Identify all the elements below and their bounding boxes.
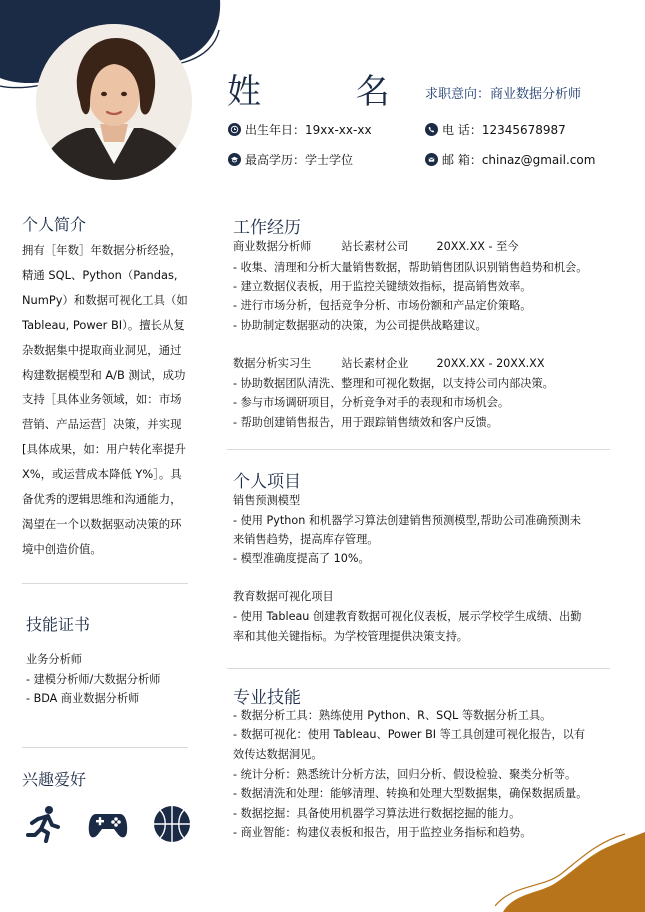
job-bullet: - 协助制定数据驱动的决策，为公司提供战略建议。 bbox=[233, 319, 487, 332]
job-intent: 求职意向：商业数据分析师 bbox=[425, 87, 582, 102]
phone-icon bbox=[425, 123, 438, 136]
skills-title: 专业技能 bbox=[233, 688, 301, 708]
divider bbox=[227, 449, 610, 450]
divider bbox=[22, 583, 188, 584]
skill-line: 效传达数据洞见。 bbox=[233, 748, 323, 761]
cert-item: - BDA 商业数据分析师 bbox=[26, 692, 140, 705]
decorative-blob-bottom-right bbox=[495, 832, 645, 912]
phone-info bbox=[425, 121, 566, 138]
profile-line: 杂数据集中提取商业洞见，通过 bbox=[22, 342, 182, 357]
job-2-header bbox=[233, 355, 545, 371]
profile-line: 精通 SQL、Python（Pandas, bbox=[22, 267, 178, 282]
profile-line: NumPy）和数据可视化工具（如 bbox=[22, 292, 188, 307]
graduation-cap-icon bbox=[228, 153, 241, 166]
job-bullet: - 建立数据仪表板，用于监控关键绩效指标，提高销售效率。 bbox=[233, 280, 532, 293]
work-title: 工作经历 bbox=[233, 218, 301, 238]
job-bullet: - 进行市场分析，包括竞争分析、市场份额和产品定价策略。 bbox=[233, 299, 532, 312]
job-company: 站长素材企业 bbox=[341, 357, 409, 370]
education-text: 最高学历：学士学位 bbox=[245, 153, 354, 167]
certs-title: 技能证书 bbox=[26, 615, 91, 634]
phone-text: 电 话：12345678987 bbox=[442, 123, 566, 137]
email-text: 邮 箱：chinaz@gmail.com bbox=[442, 153, 596, 167]
clock-icon bbox=[228, 123, 241, 136]
profile-line: 支持［具体业务领域，如：市场 bbox=[22, 392, 182, 407]
email-info bbox=[425, 151, 595, 168]
email-icon bbox=[425, 153, 438, 166]
project-line: 率和其他关键指标。为学校管理提供决策支持。 bbox=[233, 630, 468, 643]
cert-item: - 建模分析师/大数据分析师 bbox=[26, 672, 161, 686]
skill-line: - 数据清洗和处理：能够清理、转换和处理大型数据集，确保数据质量。 bbox=[233, 787, 588, 800]
profile-line: Tableau, Power BI）。擅长从复 bbox=[22, 317, 185, 332]
cert-item: 业务分析师 bbox=[26, 653, 82, 666]
candidate-name: 姓 名 bbox=[227, 72, 432, 112]
projects-title: 个人项目 bbox=[233, 472, 301, 492]
divider bbox=[227, 668, 610, 669]
job-company: 站长素材公司 bbox=[341, 240, 409, 253]
profile-line: [具体成果，如：用户转化率提升 bbox=[22, 442, 186, 457]
divider bbox=[22, 747, 188, 748]
project-line: 来销售趋势，提高库存管理。 bbox=[233, 533, 379, 546]
skill-line: - 统计分析：熟悉统计分析方法，回归分析、假设检验、聚类分析等。 bbox=[233, 768, 577, 781]
hobbies-title: 兴趣爱好 bbox=[22, 770, 87, 789]
profile-line: 渴望在一个以数据驱动决策的环 bbox=[22, 516, 182, 531]
job-role: 数据分析实习生 bbox=[233, 357, 312, 370]
profile-title: 个人简介 bbox=[22, 215, 87, 234]
basketball-icon bbox=[153, 805, 191, 843]
skill-line: - 数据分析工具：熟练使用 Python、R、SQL 等数据分析工具。 bbox=[233, 709, 552, 722]
job-period: 20XX.XX - 至今 bbox=[436, 240, 519, 253]
profile-line: 拥有［年数］年数据分析经验， bbox=[22, 243, 182, 257]
skill-line: - 商业智能：构建仪表板和报告，用于监控业务指标和趋势。 bbox=[233, 826, 532, 839]
job-period: 20XX.XX - 20XX.XX bbox=[436, 357, 545, 370]
education-info bbox=[228, 151, 353, 168]
certs-list bbox=[26, 650, 160, 709]
project-line: - 使用 Python 和机器学习算法创建销售预测模型,帮助公司准确预测未 bbox=[233, 514, 581, 527]
gamepad-icon bbox=[88, 810, 128, 840]
job-bullet: - 收集、清理和分析大量销售数据，帮助销售团队识别销售趋势和机会。 bbox=[233, 261, 588, 274]
profile-line: 备优秀的逻辑思维和沟通能力， bbox=[22, 492, 182, 507]
birth-text: 出生年日：19xx-xx-xx bbox=[245, 123, 372, 137]
birth-info bbox=[228, 121, 372, 138]
project-name: 教育数据可视化项目 bbox=[233, 590, 334, 603]
profile-paragraph bbox=[22, 238, 194, 562]
skill-line: - 数据可视化：使用 Tableau、Power BI 等工具创建可视化报告，以有 bbox=[233, 728, 586, 741]
running-icon bbox=[24, 805, 62, 843]
profile-line: 营销、产品运营］决策，并实现 bbox=[22, 417, 182, 432]
job-1-header bbox=[233, 238, 518, 254]
project-name: 销售预测模型 bbox=[233, 494, 301, 507]
job-role: 商业数据分析师 bbox=[233, 240, 312, 253]
profile-line: 境中创造价值。 bbox=[22, 541, 102, 556]
skill-line: - 数据挖掘：具备使用机器学习算法进行数据挖掘的能力。 bbox=[233, 807, 521, 820]
job-bullet: - 协助数据团队清洗、整理和可视化数据，以支持公司内部决策。 bbox=[233, 377, 554, 390]
job-bullet: - 参与市场调研项目，分析竞争对手的表现和市场机会。 bbox=[233, 396, 510, 409]
profile-line: X%，或运营成本降低 Y%］。具 bbox=[22, 467, 182, 482]
project-line: - 模型准确度提高了 10%。 bbox=[233, 552, 370, 565]
profile-line: 构建数据模型和 A/B 测试，成功 bbox=[22, 367, 186, 382]
job-bullet: - 帮助创建销售报告，用于跟踪销售绩效和客户反馈。 bbox=[233, 416, 498, 429]
avatar-photo bbox=[36, 24, 192, 180]
project-line: - 使用 Tableau 创建教育数据可视化仪表板，展示学校学生成绩、出勤 bbox=[233, 610, 582, 623]
